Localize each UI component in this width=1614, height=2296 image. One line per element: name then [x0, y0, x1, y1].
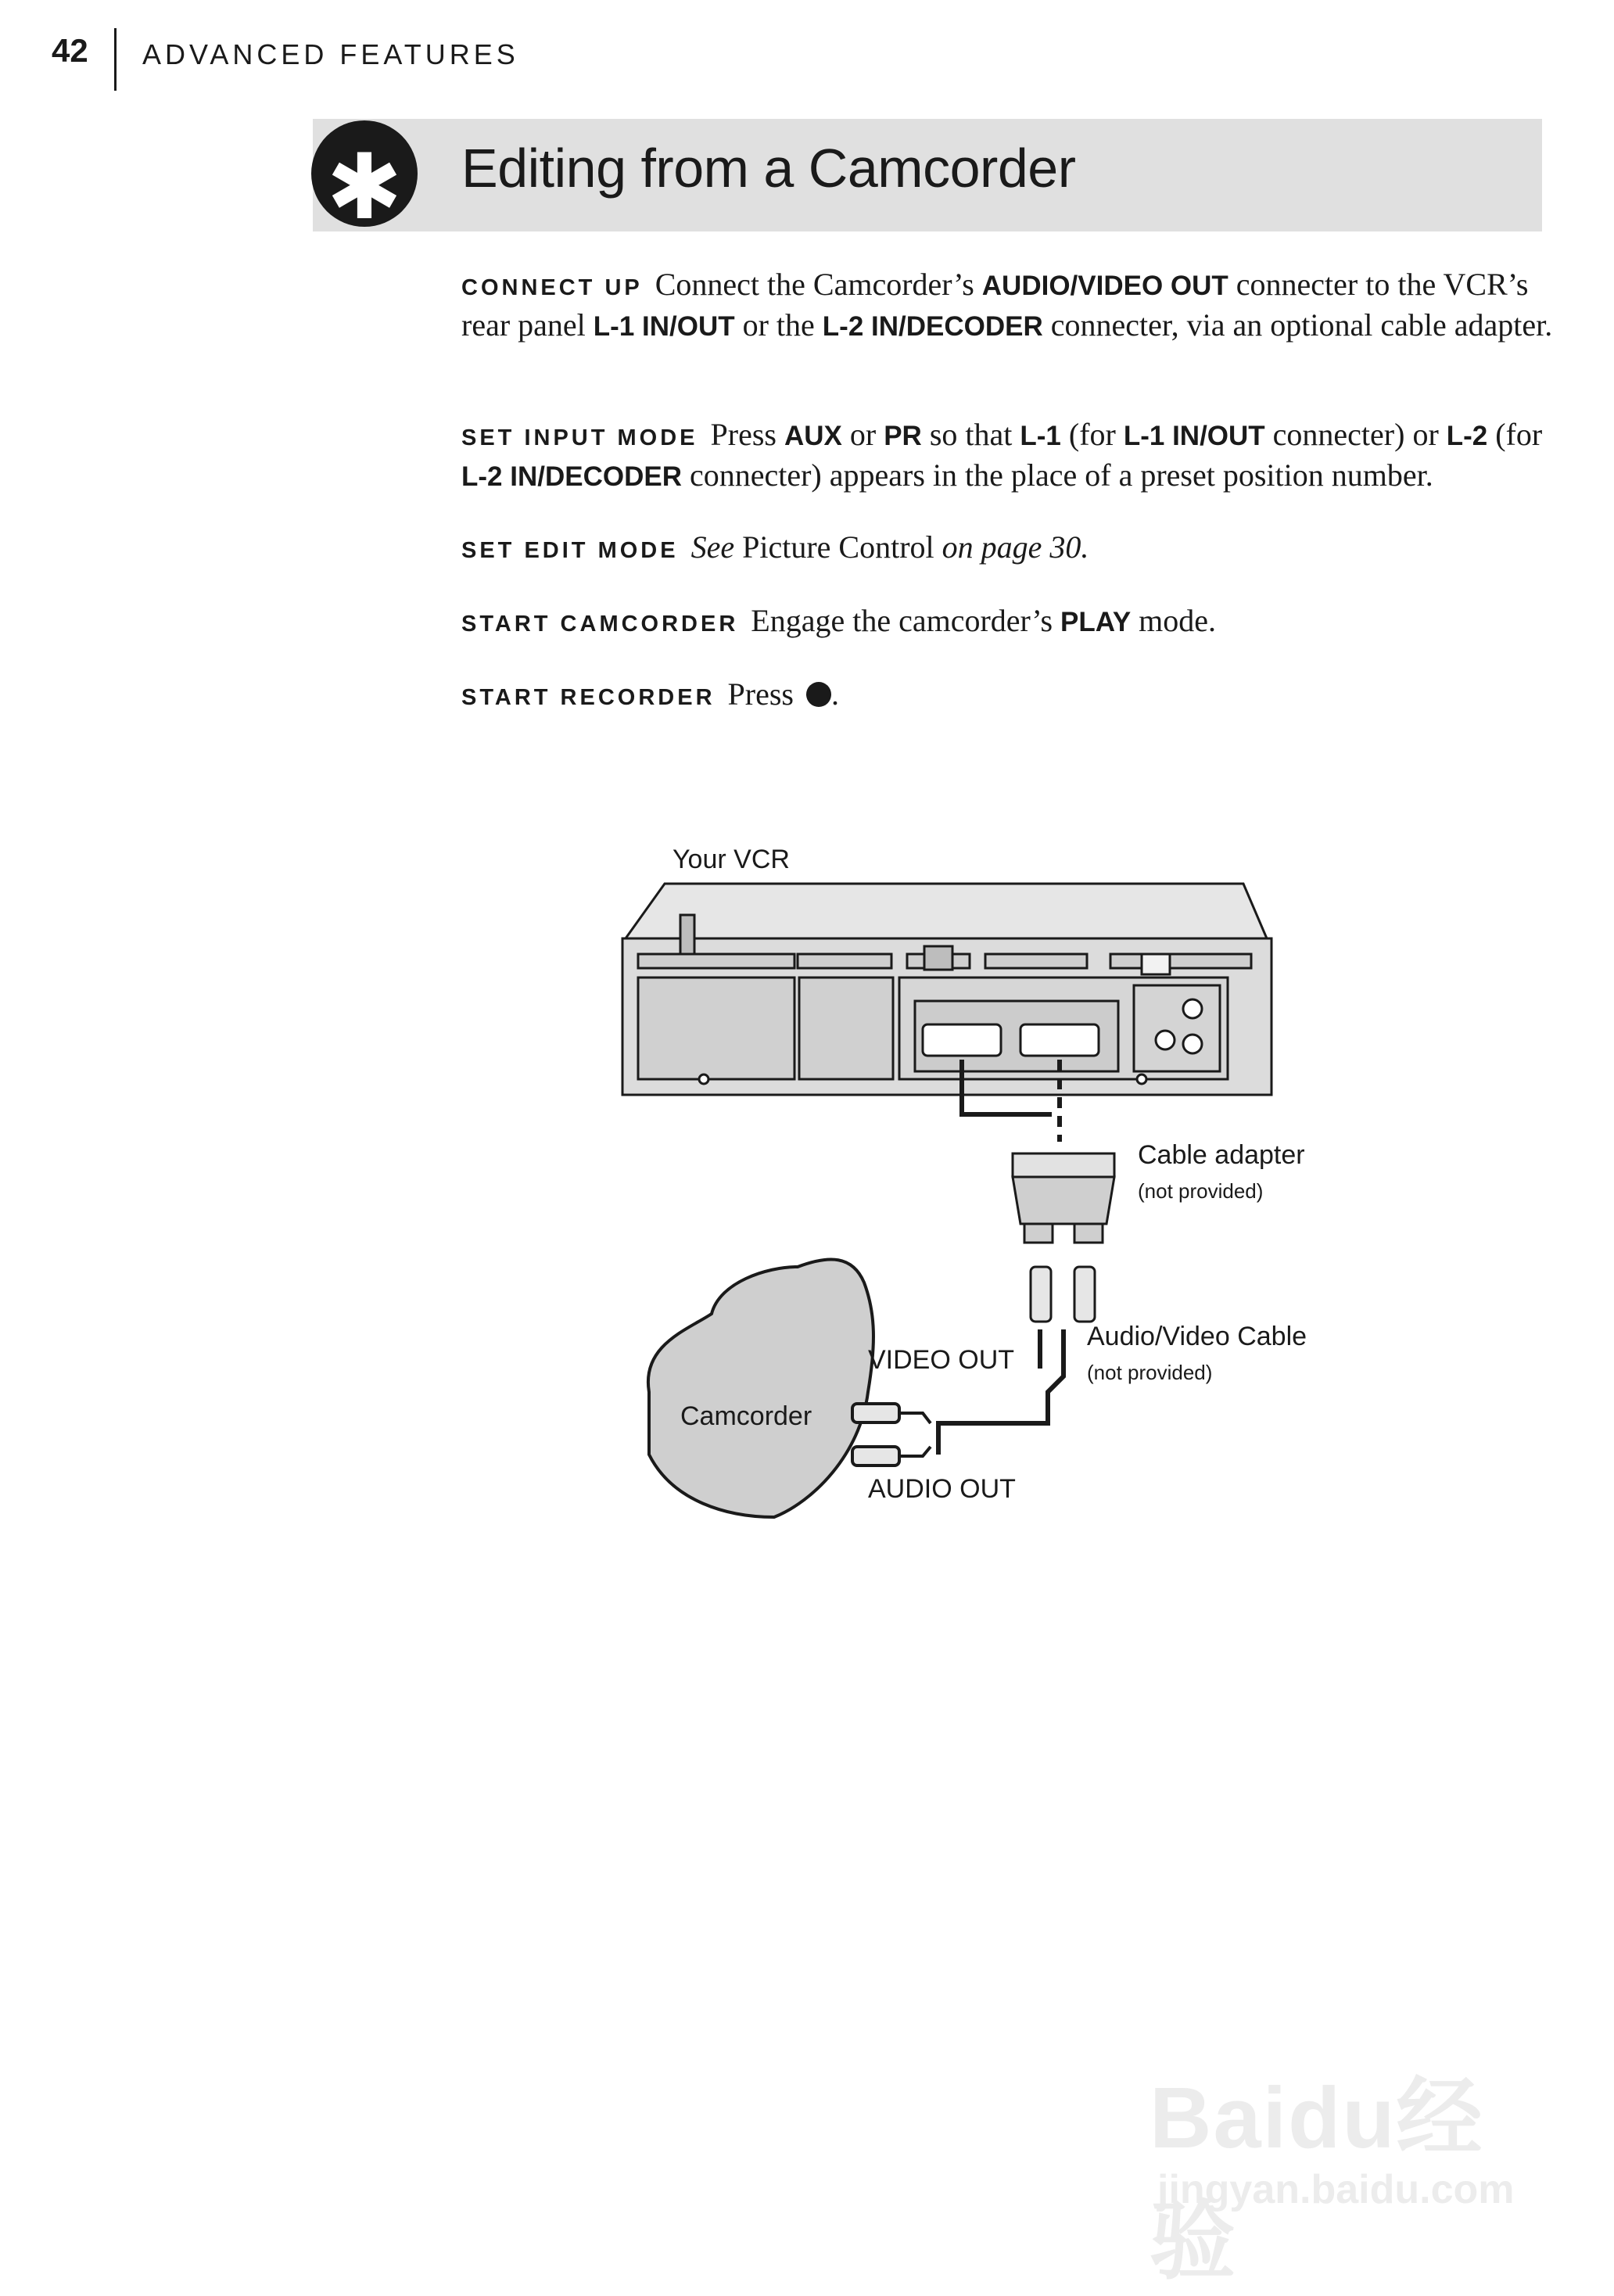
camcorder-label: Camcorder — [680, 1401, 812, 1431]
watermark-brand: Baidu经验 — [1150, 2070, 1484, 2290]
vcr-illustration — [622, 884, 1271, 1095]
key-term: L-2 IN/DECODER — [461, 461, 682, 492]
av-cable-label: Audio/Video Cable — [1087, 1322, 1307, 1351]
key-term: AUX — [784, 421, 842, 451]
cable-adapter-note: (not provided) — [1138, 1179, 1264, 1203]
page-title: Editing from a Camcorder — [461, 138, 1076, 199]
step-start-camcorder: START CAMCORDER Engage the camcorder’s PLAY mode. — [461, 603, 1217, 638]
key-term: L-1 — [1020, 421, 1061, 451]
key-term: L-1 IN/OUT — [593, 311, 735, 342]
section-name: ADVANCED FEATURES — [142, 38, 519, 70]
record-button-icon — [806, 682, 831, 707]
key-term: L-1 IN/OUT — [1123, 421, 1265, 451]
step-connect-up: CONNECT UP Connect the Camcorder’s AUDIO/VIDEO OUT connecter to the VCR’s rear panel L-1 IN/OUT or the L-2 IN/DECODER connecter, via an optional cable adapter. — [461, 267, 1553, 343]
audio-out-label: AUDIO OUT — [868, 1474, 1016, 1504]
key-term: L-2 IN/DECODER — [822, 311, 1043, 342]
key-term: L-2 — [1446, 421, 1488, 451]
step-lead: SET INPUT MODE — [461, 425, 698, 450]
step-lead: START CAMCORDER — [461, 612, 739, 637]
header-divider — [114, 28, 117, 91]
page-number: 42 — [52, 32, 88, 69]
key-term: PR — [884, 421, 922, 451]
video-out-label: VIDEO OUT — [868, 1345, 1015, 1375]
step-lead: SET EDIT MODE — [461, 538, 679, 563]
connection-diagram — [594, 829, 1314, 1548]
cable-lines — [938, 1060, 1063, 1455]
cable-adapter-label: Cable adapter — [1138, 1140, 1305, 1170]
key-term: PLAY — [1060, 607, 1132, 637]
step-lead: START RECORDER — [461, 685, 716, 710]
baidu-watermark — [1150, 2049, 1556, 2290]
asterisk-icon: ✱ — [311, 120, 418, 227]
key-term: AUDIO/VIDEO OUT — [981, 271, 1228, 301]
av-cable-note: (not provided) — [1087, 1361, 1213, 1384]
step-set-edit-mode: SET EDIT MODE See Picture Control on page 30. — [461, 529, 1089, 565]
cross-reference: Picture Control — [734, 529, 942, 565]
cable-adapter-illustration — [1013, 1153, 1114, 1322]
watermark-url: jingyan.baidu.com — [1157, 2167, 1515, 2212]
step-set-input-mode: SET INPUT MODE Press AUX or PR so that L-1 (for L-1 IN/OUT connecter) or L-2 (for L-2 IN/DECODER connecter) appears in the place of a preset position number. — [461, 417, 1543, 493]
step-lead: CONNECT UP — [461, 275, 643, 300]
step-start-recorder: START RECORDER Press . — [461, 676, 839, 712]
vcr-label: Your VCR — [672, 845, 790, 874]
